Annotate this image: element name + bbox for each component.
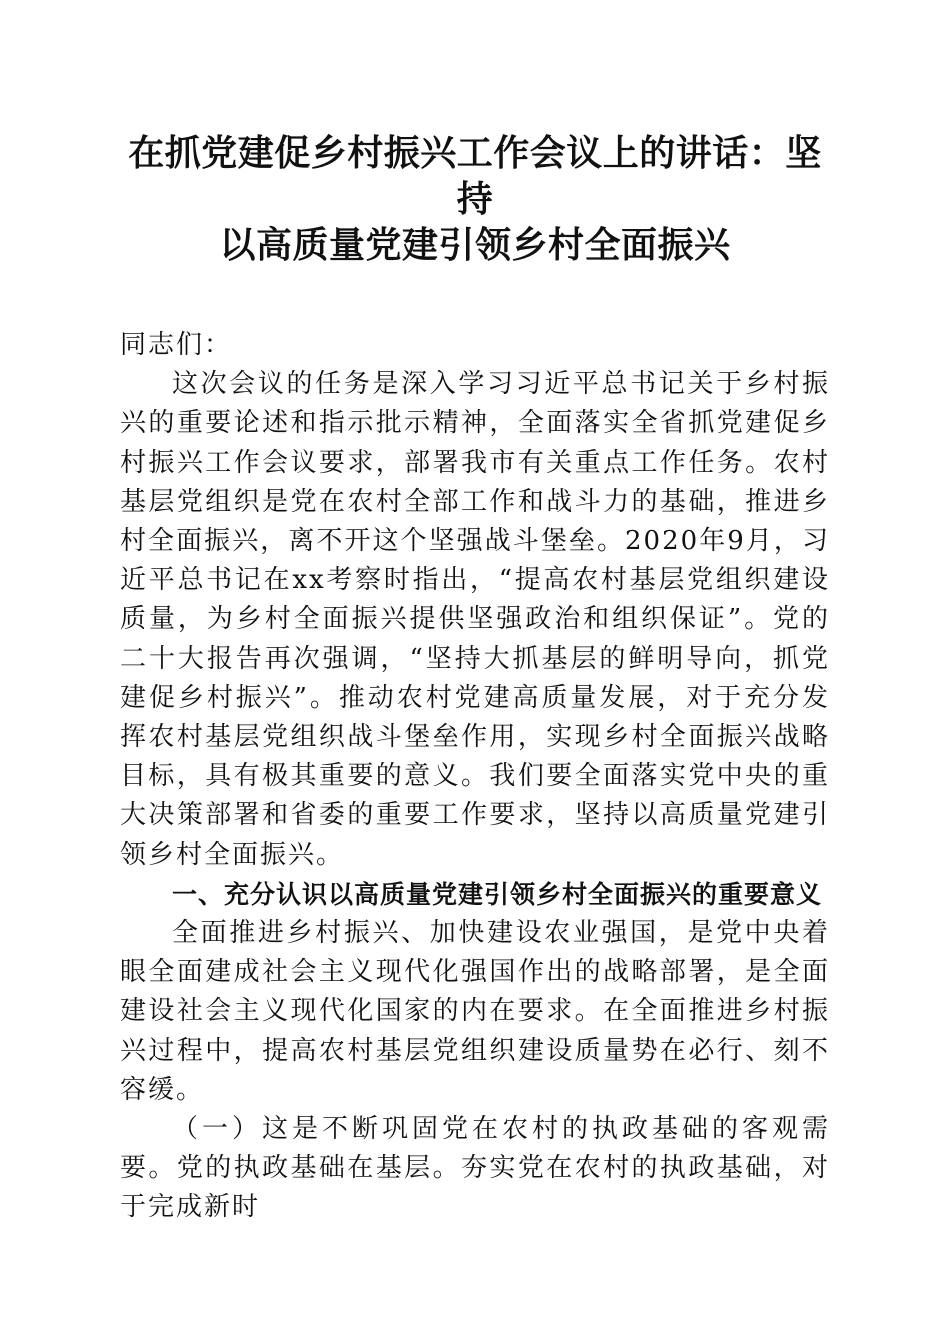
intro-paragraph: 这次会议的任务是深入学习习近平总书记关于乡村振兴的重要论述和指示批示精神，全面落实全省抓党建促乡村振兴工作会议要求，部署我市有关重点工作任务。农村基层党组织是党在农村全部工作和战斗力的基础，推进乡村全面振兴，离不开这个坚强战斗堡垒。2020年9月，习近平总书记在xx考察时指出，“提高农村基层党组织建设质量，为乡村全面振兴提供坚强政治和组织保证”。党的二十大报告再次强调，“坚持大抓基层的鲜明导向，抓党建促乡村振兴”。推动农村党建高质量发展，对于充分发挥农村基层党组织战斗堡垒作用，实现乡村全面振兴战略目标，具有极其重要的意义。我们要全面落实党中央的重大决策部署和省委的重要工作要求，坚持以高质量党建引领乡村全面振兴。: [120, 369, 830, 870]
subsection-1-lead: （一）这是不断巩固党在农村的执政基础的客观需要。: [120, 1114, 830, 1184]
salutation: 同志们：: [120, 330, 233, 360]
title-line-1: 在抓党建促乡村振兴工作会议上的讲话：坚持: [128, 132, 822, 220]
subsection-1-paragraph: [120, 1110, 830, 1228]
section-heading-1: 一、充分认识以高质量党建引领乡村全面振兴的重要意义: [172, 879, 823, 909]
subsection-1-text: 党的执政基础在基层。夯实党在农村的执政基础，对于完成新时: [120, 1153, 830, 1223]
title-line-2: 以高质量党建引领乡村全面振兴: [219, 224, 731, 266]
section-1-paragraph: 全面推进乡村振兴、加快建设农业强国，是党中央着眼全面建成社会主义现代化强国作出的战略部署，是全面建设社会主义现代化国家的内在要求。在全面推进乡村振兴过程中，提高农村基层党组织建设质量势在必行、刻不容缓。: [120, 918, 830, 1105]
document-page: [120, 130, 830, 1228]
document-title: [120, 130, 830, 268]
